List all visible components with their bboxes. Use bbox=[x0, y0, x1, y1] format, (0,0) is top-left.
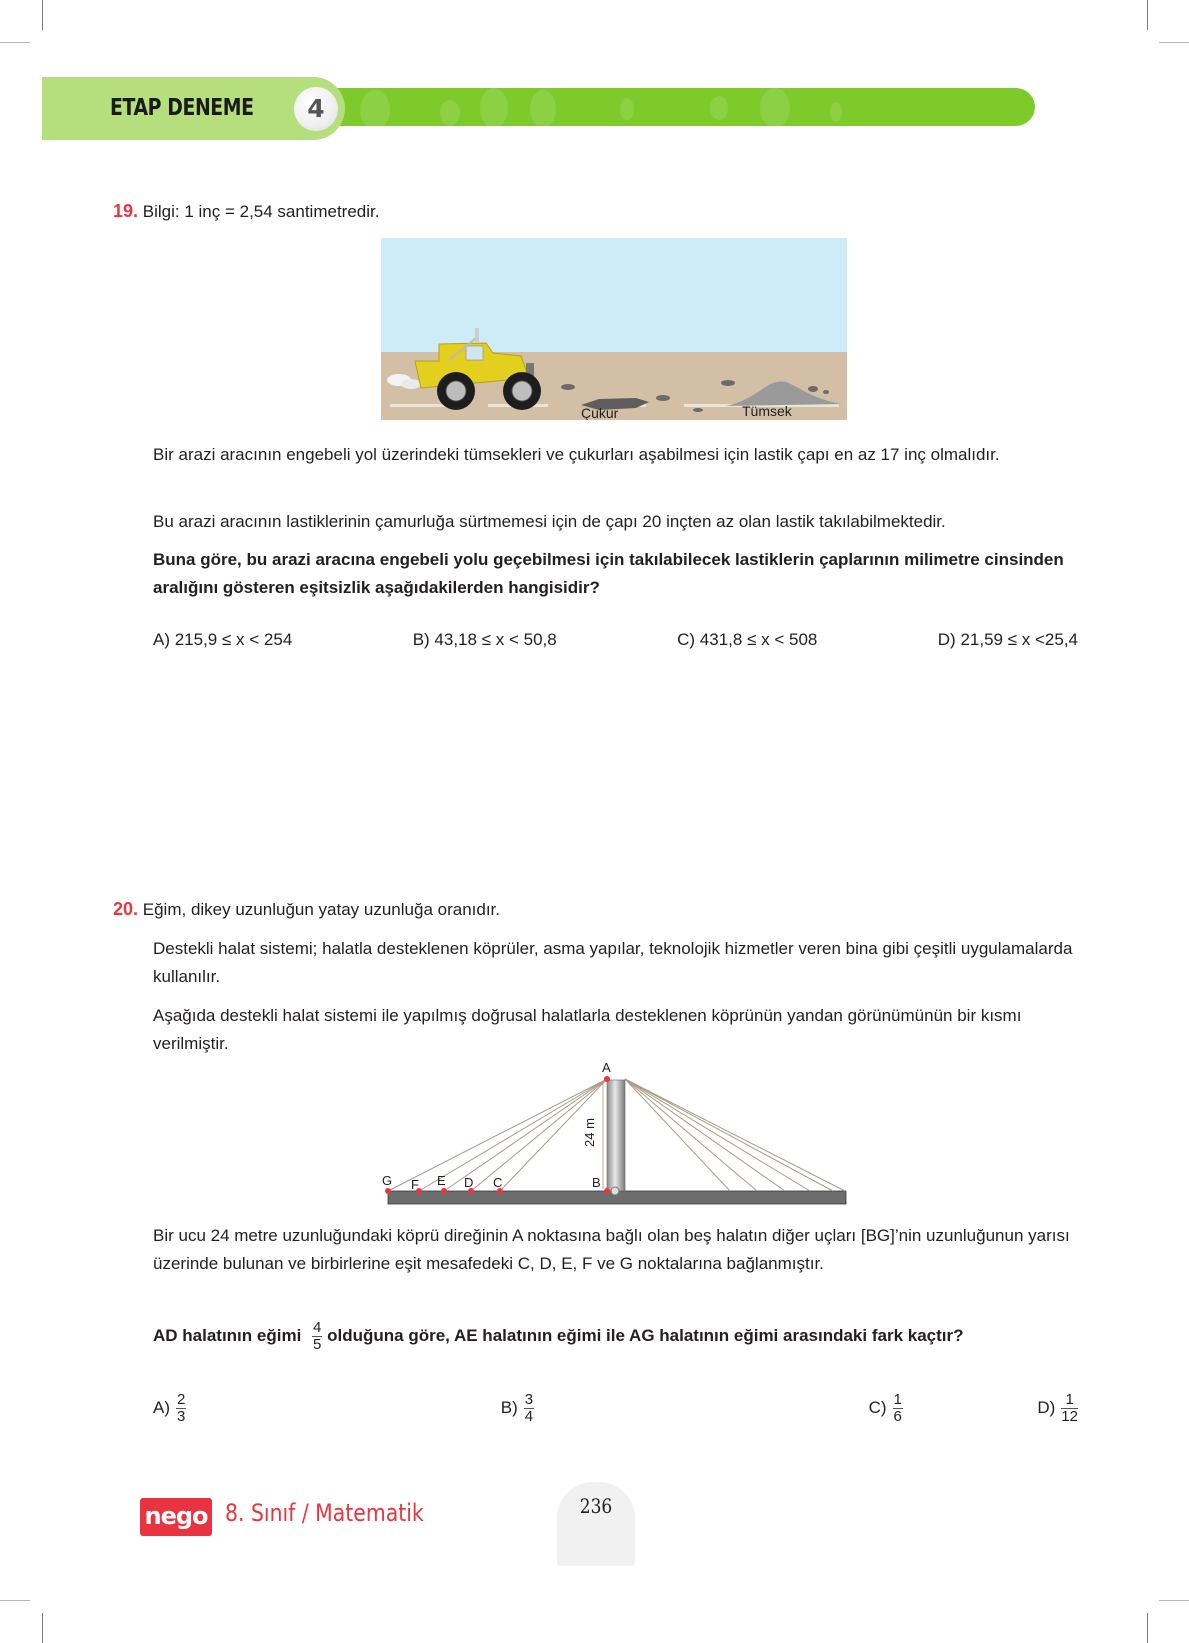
ad-slope-fraction: $\frac{4}{5}$ bbox=[313, 1319, 322, 1353]
q19-option-d[interactable]: D) 21,59 ≤ x <25,4 bbox=[937, 630, 1078, 649]
cable-bridge-figure bbox=[370, 1055, 860, 1215]
q20-question bbox=[153, 1320, 1078, 1353]
q20-intro bbox=[113, 895, 1038, 924]
truck-icon bbox=[381, 238, 847, 420]
crop-mark bbox=[42, 1613, 43, 1643]
question-number: 20. bbox=[113, 899, 139, 919]
pit-label: Çukur bbox=[581, 405, 619, 420]
q20-paragraph-1: Destekli halat sistemi; halatla desteklenen köprüler, asma yapılar, teknolojik hizmetler veren bina gibi çeşitli uygulamalarda kullanılır. bbox=[153, 939, 1073, 986]
point-b-label: B bbox=[592, 1175, 601, 1190]
q20-option-b[interactable]: B) $\frac{3}{4}$ bbox=[500, 1391, 534, 1425]
q20-option-c[interactable]: C) $\frac{1}{6}$ bbox=[868, 1391, 902, 1425]
q19-option-c[interactable]: C) 431,8 ≤ x < 508 bbox=[677, 630, 818, 649]
page-title: ETAP DENEME bbox=[110, 95, 254, 121]
bump-label: Tümsek bbox=[742, 403, 792, 419]
footer-subject: 8. Sınıf / Matematik bbox=[225, 1499, 424, 1527]
question-number: 19. bbox=[113, 201, 139, 221]
q20-question-post: olduğuna göre, AE halatının eğimi ile AG halatının eğimi arasındaki fark kaçtır? bbox=[327, 1325, 964, 1345]
q19-intro bbox=[113, 197, 1038, 226]
header-bar bbox=[320, 88, 1035, 126]
height-label: 24 m bbox=[581, 1118, 597, 1147]
q20-question-pre: AD halatının eğimi bbox=[153, 1325, 302, 1345]
page-number: 236 bbox=[579, 1494, 613, 1518]
crop-mark bbox=[1159, 42, 1189, 43]
crop-mark bbox=[1147, 0, 1148, 30]
q20-option-a[interactable]: A) $\frac{2}{3}$ bbox=[153, 1391, 186, 1425]
point-f-label: F bbox=[411, 1177, 419, 1192]
offroad-vehicle-figure bbox=[381, 238, 847, 420]
q19-option-b[interactable]: B) 43,18 ≤ x < 50,8 bbox=[412, 630, 557, 649]
crop-mark bbox=[1159, 1600, 1189, 1601]
q19-paragraph-2: Bu arazi aracının lastiklerinin çamurluğa sürtmemesi için de çapı 20 inçten az olan lastik takılabilmektedir. bbox=[153, 512, 946, 531]
exam-number-badge: 4 bbox=[294, 87, 338, 131]
q19-info: Bilgi: 1 inç = 2,54 santimetredir. bbox=[142, 202, 380, 221]
publisher-logo: nego bbox=[140, 1498, 212, 1536]
q19-question: Buna göre, bu arazi aracına engebeli yolu geçebilmesi için takılabilecek lastiklerin çaplarının milimetre cinsinden aralığını gösteren eşitsizlik aşağıdakilerden hangisidir? bbox=[153, 550, 1064, 597]
crop-mark bbox=[0, 42, 30, 43]
bridge-diagram bbox=[370, 1055, 860, 1215]
q19-option-a[interactable]: A) 215,9 ≤ x < 254 bbox=[153, 630, 293, 649]
q20-paragraph-3: Bir ucu 24 metre uzunluğundaki köprü direğinin A noktasına bağlı olan beş halatın diğer uçları [BG]’nin uzunluğunun yarısı üzerinde bulunan ve birbirlerine eşit mesafedeki C, D, E, F ve G noktalarına bağlanmıştır. bbox=[153, 1226, 1070, 1273]
point-g-label: G bbox=[382, 1173, 393, 1188]
q19-options bbox=[153, 626, 1078, 654]
crop-mark bbox=[0, 1600, 30, 1601]
q19-paragraph-1: Bir arazi aracının engebeli yol üzerindeki tümsekleri ve çukurları aşabilmesi için lastik çapı en az 17 inç olmalıdır. bbox=[153, 445, 1000, 464]
point-c-label: C bbox=[493, 1175, 503, 1190]
point-a-label: A bbox=[602, 1060, 611, 1075]
q20-info: Eğim, dikey uzunluğun yatay uzunluğa oranıdır. bbox=[142, 900, 500, 919]
q20-options bbox=[153, 1392, 1078, 1425]
crop-mark bbox=[42, 0, 43, 30]
point-e-label: E bbox=[437, 1173, 446, 1188]
q20-paragraph-2: Aşağıda destekli halat sistemi ile yapılmış doğrusal halatlarla desteklenen köprünün yandan görünümünün bir kısmı verilmiştir. bbox=[153, 1006, 1022, 1053]
point-d-label: D bbox=[464, 1175, 474, 1190]
q20-option-d[interactable]: D) $\frac{1}{12}$ bbox=[1037, 1391, 1078, 1425]
crop-mark bbox=[1147, 1613, 1148, 1643]
